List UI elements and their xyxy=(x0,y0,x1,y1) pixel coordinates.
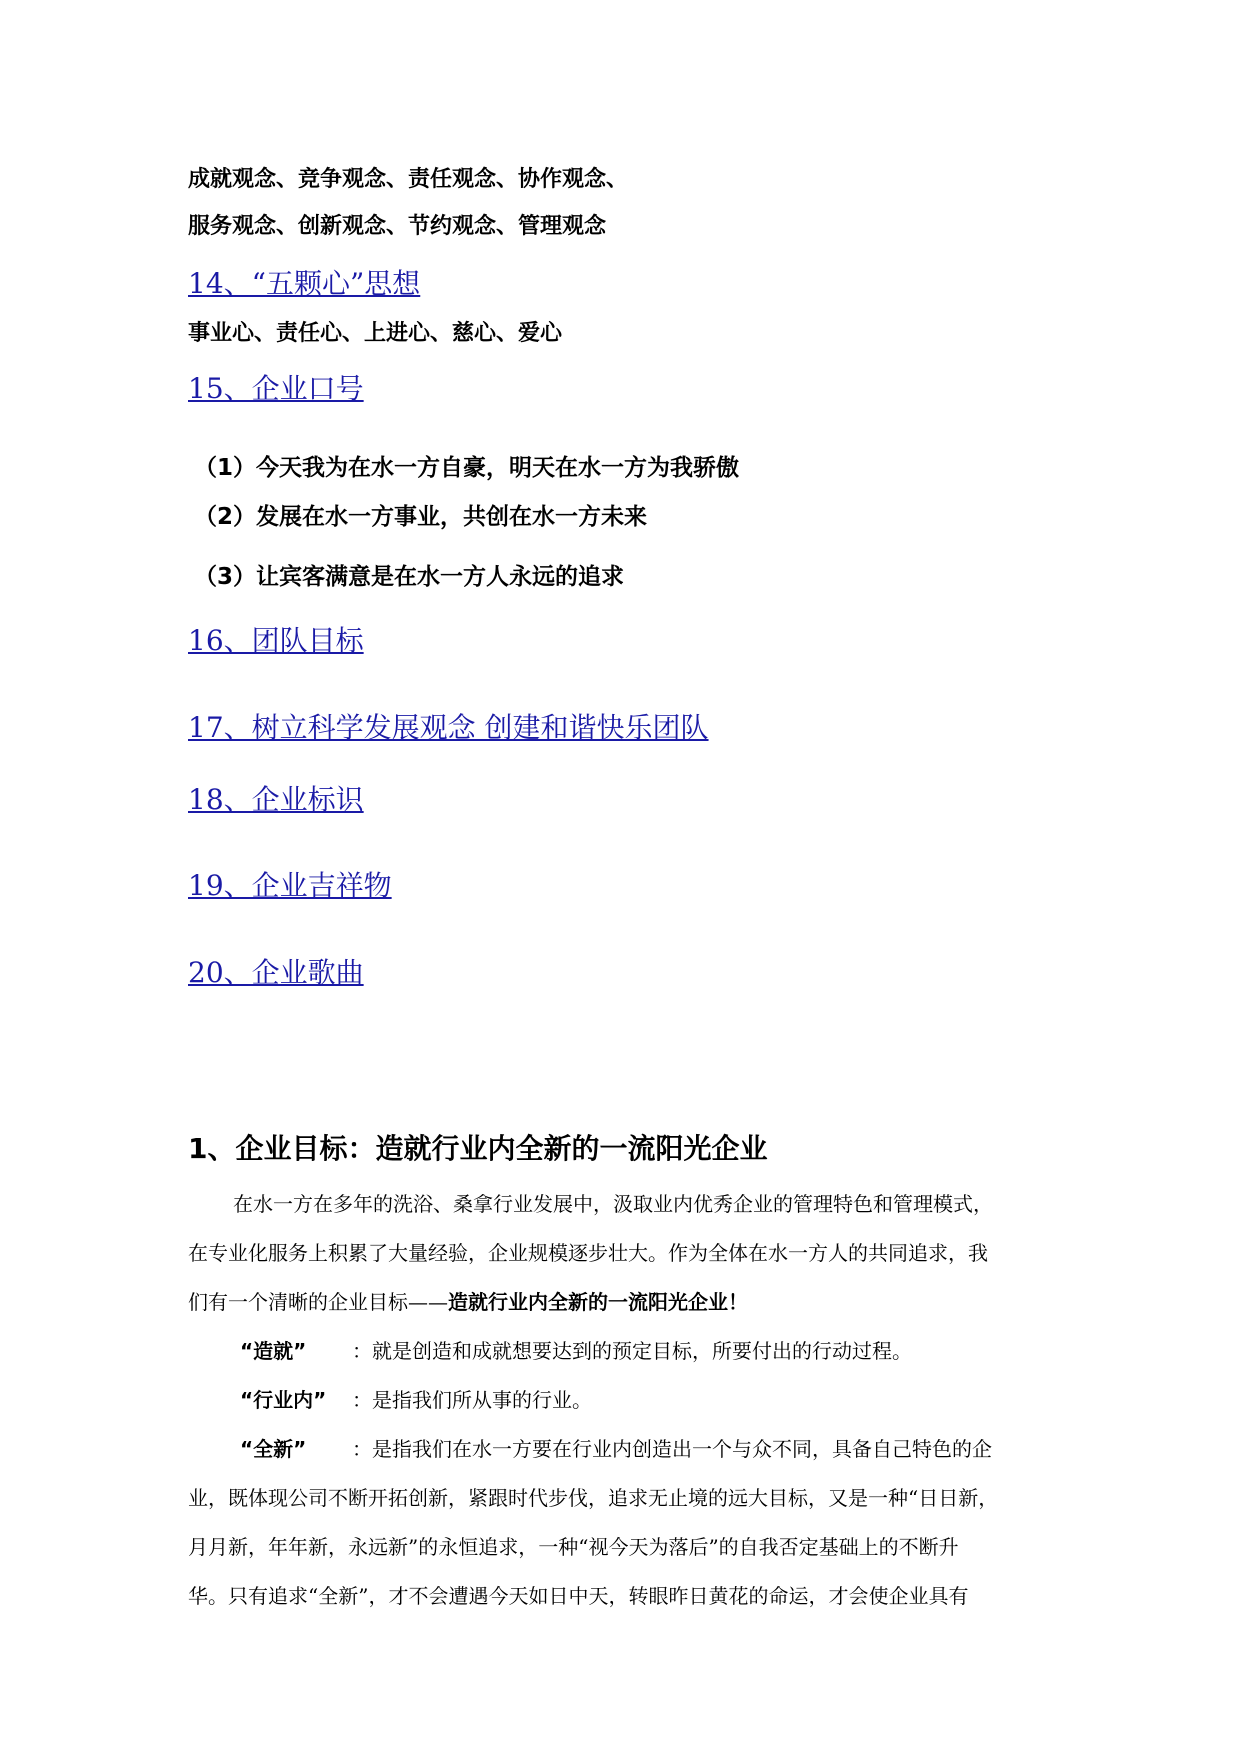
slogan-3: （3）让宾客满意是在水一方人永远的追求 xyxy=(194,564,625,590)
term-row-3 xyxy=(240,1433,992,1462)
continuation-line-1: 业，既体现公司不断开拓创新，紧跟时代步伐，追求无止境的远大目标，又是一种“日日新， xyxy=(188,1486,999,1510)
five-hearts-text: 事业心、责任心、上进心、慈心、爱心 xyxy=(188,321,563,346)
ideas-line-2: 服务观念、创新观念、节约观念、管理观念 xyxy=(188,214,607,239)
intro-line-3-text: 们有一个清晰的企业目标—— xyxy=(188,1290,448,1314)
toc-link-19[interactable]: 19、企业吉祥物 xyxy=(188,869,392,902)
toc-link-17[interactable]: 17、树立科学发展观念 创建和谐快乐团队 xyxy=(188,711,709,744)
toc-link-20[interactable]: 20、企业歌曲 xyxy=(188,956,364,989)
section-heading: 1、企业目标：造就行业内全新的一流阳光企业 xyxy=(188,1132,768,1165)
continuation-line-2: 月月新，年年新，永远新”的永恒追求，一种“视今天为落后”的自我否定基础上的不断升 xyxy=(188,1535,959,1559)
term-label: “造就” xyxy=(240,1339,307,1363)
slogan-2: （2）发展在水一方事业，共创在水一方未来 xyxy=(194,504,648,530)
intro-line-1: 在水一方在多年的洗浴、桑拿行业发展中，汲取业内优秀企业的管理特色和管理模式， xyxy=(233,1192,993,1216)
term-row-2 xyxy=(240,1384,592,1413)
slogan-1: （1）今天我为在水一方自豪，明天在水一方为我骄傲 xyxy=(194,455,740,481)
intro-line-3 xyxy=(188,1286,1058,1315)
toc-link-16[interactable]: 16、团队目标 xyxy=(188,624,364,657)
term-definition: ：是指我们在水一方要在行业内创造出一个与众不同，具备自己特色的企 xyxy=(352,1437,992,1461)
intro-line-2: 在专业化服务上积累了大量经验，企业规模逐步壮大。作为全体在水一方人的共同追求，我 xyxy=(188,1241,988,1265)
term-definition: ：就是创造和成就想要达到的预定目标，所要付出的行动过程。 xyxy=(352,1339,912,1363)
term-label: “全新” xyxy=(240,1437,307,1461)
intro-goal-bold: 造就行业内全新的一流阳光企业！ xyxy=(448,1290,748,1314)
term-label: “行业内” xyxy=(240,1388,327,1412)
toc-link-14[interactable]: 14、“五颗心”思想 xyxy=(188,267,421,300)
ideas-line-1: 成就观念、竞争观念、责任观念、协作观念、 xyxy=(188,167,629,192)
term-row-1 xyxy=(240,1335,912,1364)
toc-link-18[interactable]: 18、企业标识 xyxy=(188,783,364,816)
toc-link-15[interactable]: 15、企业口号 xyxy=(188,372,364,405)
continuation-line-3: 华。只有追求“全新”，才不会遭遇今天如日中天，转眼昨日黄花的命运，才会使企业具有 xyxy=(188,1584,969,1608)
term-definition: ：是指我们所从事的行业。 xyxy=(352,1388,592,1412)
